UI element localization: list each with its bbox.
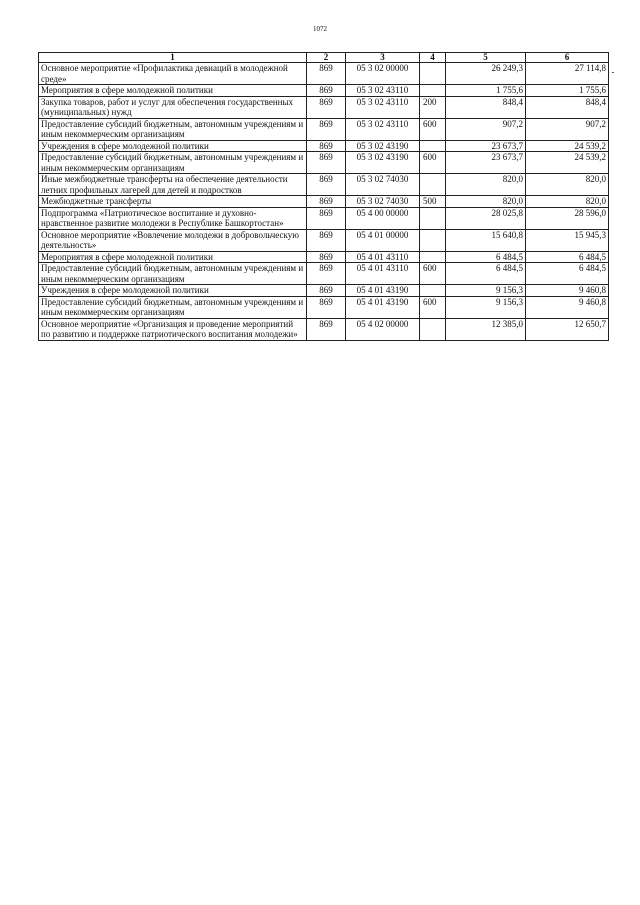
header-row <box>39 53 609 63</box>
expense-type-cell <box>420 63 446 85</box>
target-article-cell: 05 3 02 43110 <box>346 118 420 140</box>
column-header: 3 <box>346 53 420 63</box>
admin-code-cell: 869 <box>307 196 346 208</box>
amount-year1-cell: 9 156,3 <box>446 285 526 297</box>
table-row <box>39 85 609 97</box>
expense-type-cell <box>420 285 446 297</box>
amount-year1-cell: 820,0 <box>446 196 526 208</box>
target-article-cell: 05 4 01 43110 <box>346 251 420 263</box>
admin-code-cell: 869 <box>307 63 346 85</box>
item-name-cell: Закупка товаров, работ и услуг для обеспечения государственных (муниципальных) нужд <box>39 96 307 118</box>
column-header: 6 <box>526 53 609 63</box>
amount-year1-cell: 28 025,8 <box>446 207 526 229</box>
amount-year1-cell: 9 156,3 <box>446 296 526 318</box>
amount-year2-cell: 848,4 <box>526 96 609 118</box>
amount-year1-cell: 23 673,7 <box>446 140 526 152</box>
table-body <box>39 63 609 341</box>
amount-year2-cell: 28 596,0 <box>526 207 609 229</box>
expense-type-cell <box>420 85 446 97</box>
table-row <box>39 207 609 229</box>
admin-code-cell: 869 <box>307 296 346 318</box>
amount-year2-cell: 9 460,8 <box>526 296 609 318</box>
amount-year2-cell: 27 114,8 <box>526 63 609 85</box>
expense-type-cell: 600 <box>420 263 446 285</box>
item-name-cell: Предоставление субсидий бюджетным, автономным учреждениям и иным некоммерческим организациям <box>39 118 307 140</box>
amount-year2-cell: 15 945,3 <box>526 229 609 251</box>
column-header: 5 <box>446 53 526 63</box>
item-name-cell: Учреждения в сфере молодежной политики <box>39 140 307 152</box>
target-article-cell: 05 3 02 43110 <box>346 96 420 118</box>
target-article-cell: 05 3 02 43190 <box>346 152 420 174</box>
table-row <box>39 263 609 285</box>
amount-year1-cell: 12 385,0 <box>446 318 526 340</box>
target-article-cell: 05 4 01 43190 <box>346 285 420 297</box>
target-article-cell: 05 4 02 00000 <box>346 318 420 340</box>
target-article-cell: 05 4 01 43190 <box>346 296 420 318</box>
admin-code-cell: 869 <box>307 96 346 118</box>
admin-code-cell: 869 <box>307 318 346 340</box>
column-header: 2 <box>307 53 346 63</box>
target-article-cell: 05 3 02 00000 <box>346 63 420 85</box>
column-header: 1 <box>39 53 307 63</box>
table-row <box>39 63 609 85</box>
admin-code-cell: 869 <box>307 174 346 196</box>
column-header: 4 <box>420 53 446 63</box>
item-name-cell: Основное мероприятие «Организация и проведение мероприятий по развитию и поддержке патриотического воспитания молодежи» <box>39 318 307 340</box>
scan-artifact-mark <box>612 72 614 73</box>
admin-code-cell: 869 <box>307 118 346 140</box>
expense-type-cell: 600 <box>420 152 446 174</box>
item-name-cell: Предоставление субсидий бюджетным, автономным учреждениям и иным некоммерческим организациям <box>39 296 307 318</box>
amount-year2-cell: 12 650,7 <box>526 318 609 340</box>
expense-type-cell <box>420 207 446 229</box>
admin-code-cell: 869 <box>307 285 346 297</box>
amount-year1-cell: 23 673,7 <box>446 152 526 174</box>
table-row <box>39 229 609 251</box>
amount-year1-cell: 848,4 <box>446 96 526 118</box>
admin-code-cell: 869 <box>307 251 346 263</box>
page-number: 1072 <box>313 25 327 33</box>
target-article-cell: 05 3 02 43110 <box>346 85 420 97</box>
table-row <box>39 251 609 263</box>
amount-year2-cell: 1 755,6 <box>526 85 609 97</box>
amount-year1-cell: 820,0 <box>446 174 526 196</box>
item-name-cell: Межбюджетные трансферты <box>39 196 307 208</box>
admin-code-cell: 869 <box>307 229 346 251</box>
expense-type-cell <box>420 174 446 196</box>
target-article-cell: 05 4 01 00000 <box>346 229 420 251</box>
amount-year1-cell: 907,2 <box>446 118 526 140</box>
admin-code-cell: 869 <box>307 207 346 229</box>
item-name-cell: Учреждения в сфере молодежной политики <box>39 285 307 297</box>
amount-year2-cell: 9 460,8 <box>526 285 609 297</box>
amount-year1-cell: 1 755,6 <box>446 85 526 97</box>
target-article-cell: 05 3 02 74030 <box>346 196 420 208</box>
table-row <box>39 318 609 340</box>
table-row <box>39 152 609 174</box>
amount-year2-cell: 6 484,5 <box>526 251 609 263</box>
expense-type-cell <box>420 140 446 152</box>
target-article-cell: 05 4 00 00000 <box>346 207 420 229</box>
admin-code-cell: 869 <box>307 140 346 152</box>
expense-type-cell: 600 <box>420 118 446 140</box>
expense-type-cell <box>420 318 446 340</box>
expense-type-cell: 200 <box>420 96 446 118</box>
admin-code-cell: 869 <box>307 152 346 174</box>
item-name-cell: Подпрограмма «Патриотическое воспитание и духовно-нравственное развитие молодежи в Республике Башкортостан» <box>39 207 307 229</box>
expense-type-cell: 600 <box>420 296 446 318</box>
expense-type-cell: 500 <box>420 196 446 208</box>
amount-year1-cell: 6 484,5 <box>446 263 526 285</box>
item-name-cell: Мероприятия в сфере молодежной политики <box>39 251 307 263</box>
item-name-cell: Иные межбюджетные трансферты на обеспечение деятельности летних профильных лагерей для детей и подростков <box>39 174 307 196</box>
target-article-cell: 05 4 01 43110 <box>346 263 420 285</box>
table-row <box>39 174 609 196</box>
admin-code-cell: 869 <box>307 85 346 97</box>
budget-table <box>38 52 609 341</box>
amount-year2-cell: 6 484,5 <box>526 263 609 285</box>
target-article-cell: 05 3 02 74030 <box>346 174 420 196</box>
table-row <box>39 140 609 152</box>
table-row <box>39 196 609 208</box>
amount-year1-cell: 6 484,5 <box>446 251 526 263</box>
admin-code-cell: 869 <box>307 263 346 285</box>
item-name-cell: Предоставление субсидий бюджетным, автономным учреждениям и иным некоммерческим организациям <box>39 263 307 285</box>
amount-year1-cell: 15 640,8 <box>446 229 526 251</box>
table-row <box>39 96 609 118</box>
table-row <box>39 118 609 140</box>
amount-year2-cell: 820,0 <box>526 196 609 208</box>
item-name-cell: Основное мероприятие «Профилактика девиаций в молодежной среде» <box>39 63 307 85</box>
table-row <box>39 296 609 318</box>
item-name-cell: Мероприятия в сфере молодежной политики <box>39 85 307 97</box>
item-name-cell: Предоставление субсидий бюджетным, автономным учреждениям и иным некоммерческим организациям <box>39 152 307 174</box>
amount-year2-cell: 820,0 <box>526 174 609 196</box>
amount-year1-cell: 26 249,3 <box>446 63 526 85</box>
expense-type-cell <box>420 251 446 263</box>
expense-type-cell <box>420 229 446 251</box>
amount-year2-cell: 24 539,2 <box>526 152 609 174</box>
amount-year2-cell: 24 539,2 <box>526 140 609 152</box>
item-name-cell: Основное мероприятие «Вовлечение молодежи в добровольческую деятельность» <box>39 229 307 251</box>
target-article-cell: 05 3 02 43190 <box>346 140 420 152</box>
amount-year2-cell: 907,2 <box>526 118 609 140</box>
table-row <box>39 285 609 297</box>
